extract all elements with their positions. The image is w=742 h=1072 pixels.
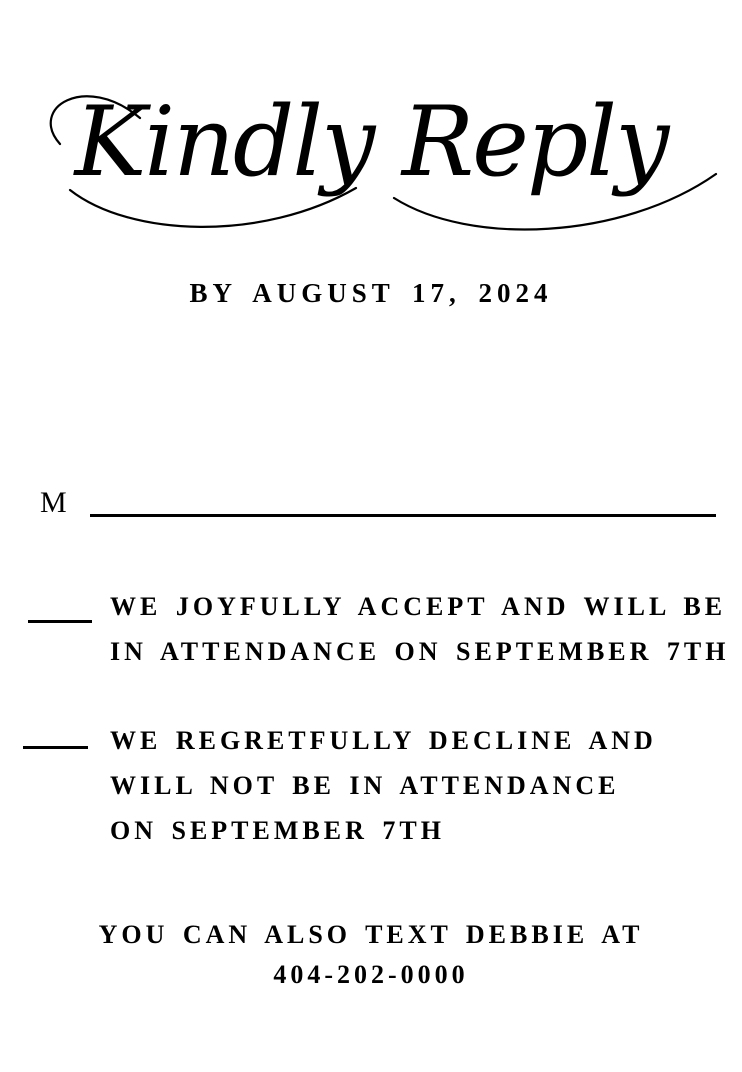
footer-phone-number: 404-202-0000: [273, 960, 469, 989]
decline-text-line-2: WILL NOT BE IN ATTENDANCE: [110, 771, 620, 800]
reply-deadline: BY AUGUST 17, 2024: [189, 278, 553, 308]
decline-write-in-line[interactable]: [23, 746, 88, 749]
title-calligraphy: [0, 30, 742, 250]
footer: [0, 915, 742, 995]
accept-text-line-2: IN ATTENDANCE ON SEPTEMBER 7TH: [110, 637, 730, 666]
card-title: Kindly Reply: [74, 86, 668, 198]
accept-option: [110, 584, 730, 674]
name-prefix: M: [40, 486, 67, 519]
accept-write-in-line[interactable]: [28, 620, 92, 623]
decline-option: [110, 718, 657, 853]
decline-text-line-1: WE REGRETFULLY DECLINE AND: [110, 726, 657, 755]
accept-text-line-1: WE JOYFULLY ACCEPT AND WILL BE: [110, 592, 727, 621]
name-write-in-line[interactable]: [90, 514, 716, 517]
decline-text-line-3: ON SEPTEMBER 7TH: [110, 816, 445, 845]
footer-contact-text: YOU CAN ALSO TEXT DEBBIE AT: [98, 920, 644, 949]
